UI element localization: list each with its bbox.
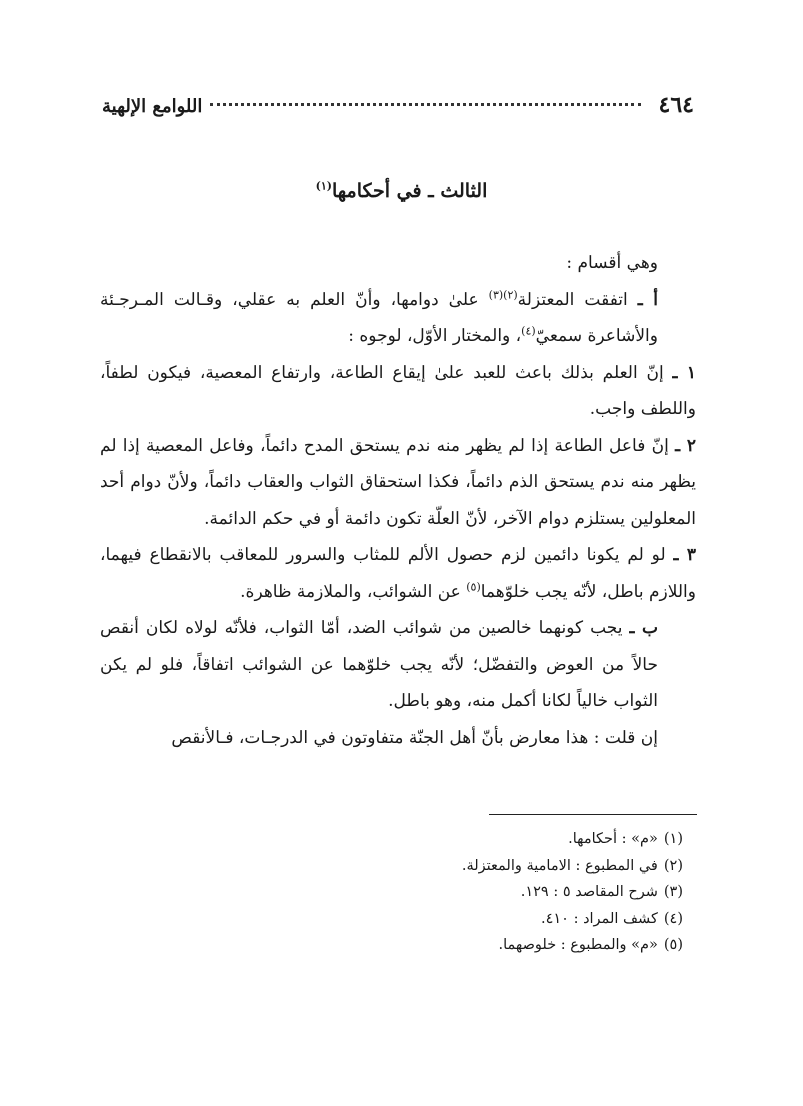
item-2 [100, 428, 696, 538]
footnote-ref-5: (٥) [466, 579, 481, 593]
footnote-text: «م» والمطبوع : خلوصهما. [498, 937, 658, 953]
item-3-label: ٣ ـ [673, 545, 697, 565]
page-number: ٤٦٤ [658, 92, 694, 118]
item-1-text: إنّ العلم بذلك باعث للعبد علىٰ إيقاع الطاعة، وارتفاع المعصية، فيكون لطفاً، واللطف واجب. [100, 362, 696, 419]
main-text [100, 245, 696, 756]
running-header [102, 92, 694, 122]
paragraph-a-label: أ ـ [637, 289, 659, 310]
item-3-text-1: لو لم يكونا دائمين لزم حصول الألم للمثاب والسرور للمعاقب بالانقطاع فيهما، واللازم باطل، لأنّه يجب خلوّهما [100, 545, 696, 602]
dotted-leader [210, 103, 640, 106]
footnote-3 [163, 879, 683, 906]
paragraph-a-text-1: اتفقت المعتزلة [517, 289, 628, 310]
footnote-number: (٣) [663, 884, 683, 900]
footnote-text: في المطبوع : الامامية والمعتزلة. [461, 857, 658, 874]
footnote-ref-2-3: (٢)(٣) [488, 287, 518, 301]
item-2-label: ٢ ـ [675, 435, 696, 456]
section-heading [0, 180, 803, 202]
footnote-number: (٤) [663, 910, 683, 927]
footnote-number: (٥) [663, 937, 683, 953]
footnote-number: (٢) [663, 857, 683, 874]
footnotes [163, 826, 683, 959]
paragraph-a [100, 282, 696, 355]
footnote-text: «م» : أحكامها. [568, 831, 658, 847]
paragraph-b [100, 610, 696, 720]
intro-text: وهي أقسام : [566, 253, 658, 273]
item-3-text-2: عن الشوائب، والملازمة ظاهرة. [240, 581, 467, 602]
paragraph-b-label: ب ـ [629, 618, 659, 638]
footnote-5 [163, 932, 683, 959]
book-title: اللوامع الإلهية [102, 96, 203, 117]
paragraph-a-text-3: ، والمختار الأوّل، لوجوه : [348, 326, 522, 346]
footnote-2 [163, 853, 683, 880]
item-2-text: إنّ فاعل الطاعة إذا لم يظهر منه ندم يستحق المدح دائماً، وفاعل المعصية إذا لم يظهر منه ندم يستحق الذم دائماً، فكذا استحقاق الثواب والعقاب دائماً، ولأنّ دوام أحد المعلولين يستلزم دوام الآخر، لأنّ العلّة تكون دائمة أو في حكم الدائمة. [100, 435, 696, 529]
objection-paragraph [100, 720, 696, 757]
item-1 [100, 355, 696, 428]
paragraph-b-text: يجب كونهما خالصين من شوائب الضد، أمّا الثواب، فلأنّه لولاه لكان أنقص حالاً من العوض والتفضّل؛ لأنّه يجب خلوّهما عن الشوائب اتفاقاً، فلو لم يكن الثواب خالياً لكانا أكمل منه، وهو باطل. [100, 618, 658, 711]
footnote-separator [489, 814, 697, 815]
paragraph-a-text-2: علىٰ دوامها، وأنّ العلم به عقلي، وقـالت المـرجـئة والأشاعرة سمعيّ [100, 289, 658, 346]
footnote-number: (١) [663, 831, 683, 847]
footnote-text: كشف المراد : ٤١٠. [540, 910, 658, 927]
footnote-4 [163, 906, 683, 933]
footnote-text: شرح المقاصد ٥ : ١٢٩. [520, 884, 658, 900]
intro-paragraph [100, 245, 696, 282]
item-1-label: ١ ـ [672, 362, 696, 383]
objection-text: إن قلت : هذا معارض بأنّ أهل الجنّة متفاوتون في الدرجـات، فـالأنقص [171, 727, 658, 748]
section-heading-text: الثالث ـ في أحكامها [331, 180, 488, 202]
item-3 [100, 537, 696, 610]
footnote-ref-4: (٤) [521, 324, 536, 338]
footnote-1 [163, 826, 683, 853]
footnote-ref-1: (١) [315, 179, 332, 193]
